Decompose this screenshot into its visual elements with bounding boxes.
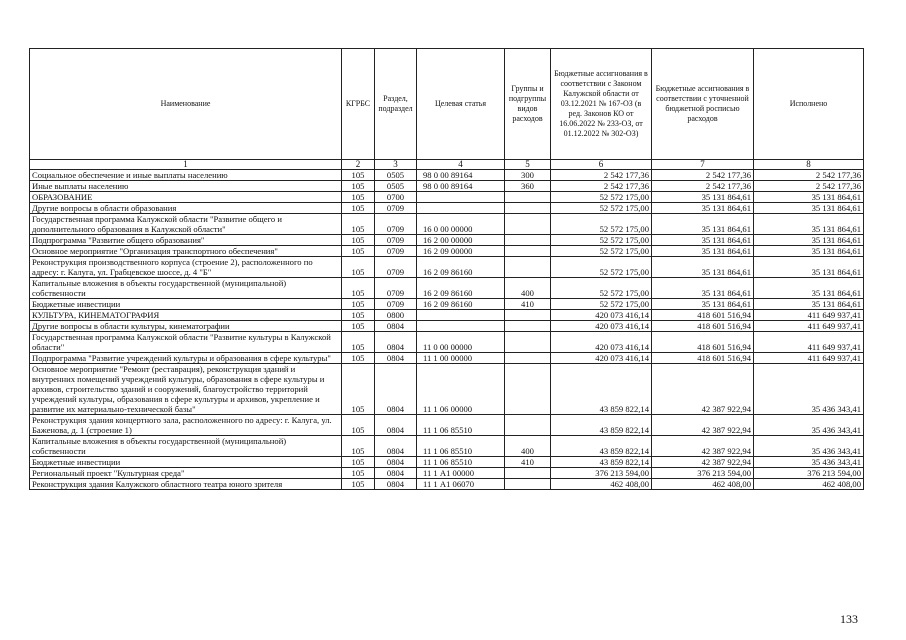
row-allocation-refined: 35 131 864,61 — [652, 299, 754, 310]
row-executed: 411 649 937,41 — [754, 310, 864, 321]
header-executed: Исполнено — [754, 49, 864, 160]
row-name: КУЛЬТУРА, КИНЕМАТОГРАФИЯ — [30, 310, 342, 321]
row-kgrbs: 105 — [342, 436, 375, 457]
row-group: 400 — [505, 436, 551, 457]
row-allocation-law: 52 572 175,00 — [551, 235, 652, 246]
row-allocation-refined: 376 213 594,00 — [652, 468, 754, 479]
row-name: Другие вопросы в области культуры, кинематографии — [30, 321, 342, 332]
row-allocation-refined: 2 542 177,36 — [652, 170, 754, 181]
row-name: Государственная программа Калужской области "Развитие культуры в Калужской области" — [30, 332, 342, 353]
row-target: 11 1 А1 00000 — [417, 468, 505, 479]
row-kgrbs: 105 — [342, 415, 375, 436]
row-target: 16 0 00 00000 — [417, 214, 505, 235]
row-section: 0709 — [375, 246, 417, 257]
row-section: 0804 — [375, 436, 417, 457]
table-row — [30, 479, 864, 490]
row-executed: 35 131 864,61 — [754, 214, 864, 235]
header-section: Раздел, подраздел — [375, 49, 417, 160]
row-group — [505, 353, 551, 364]
table-row — [30, 310, 864, 321]
row-group — [505, 310, 551, 321]
row-section: 0804 — [375, 468, 417, 479]
row-name: Подпрограмма "Развитие учреждений культуры и образования в сфере культуры" — [30, 353, 342, 364]
row-target: 11 1 00 00000 — [417, 353, 505, 364]
row-section: 0804 — [375, 353, 417, 364]
row-name: Региональный проект "Культурная среда" — [30, 468, 342, 479]
header-allocations-law: Бюджетные ассигнования в соответствии с Законом Калужской области от 03.12.2021 № 167-ОЗ (в ред. Законов КО от 16.06.2022 № 233-ОЗ, от 01.12.2022 № 302-ОЗ) — [551, 49, 652, 160]
row-kgrbs: 105 — [342, 457, 375, 468]
table-row — [30, 170, 864, 181]
header-name: Наименование — [30, 49, 342, 160]
row-kgrbs: 105 — [342, 353, 375, 364]
row-allocation-law: 420 073 416,14 — [551, 321, 652, 332]
row-name: Бюджетные инвестиции — [30, 457, 342, 468]
row-group — [505, 214, 551, 235]
row-allocation-refined: 35 131 864,61 — [652, 203, 754, 214]
row-name: ОБРАЗОВАНИЕ — [30, 192, 342, 203]
row-section: 0709 — [375, 278, 417, 299]
row-section: 0709 — [375, 299, 417, 310]
row-section: 0804 — [375, 332, 417, 353]
row-executed: 35 436 343,41 — [754, 415, 864, 436]
row-target: 98 0 00 89164 — [417, 170, 505, 181]
row-target — [417, 192, 505, 203]
row-name: Реконструкция производственного корпуса (строение 2), расположенного по адресу: г. Калуга, ул. Грабцевское шоссе, д. 4 "Б" — [30, 257, 342, 278]
row-section: 0804 — [375, 415, 417, 436]
row-allocation-law: 2 542 177,36 — [551, 181, 652, 192]
row-kgrbs: 105 — [342, 192, 375, 203]
row-target: 11 1 06 85510 — [417, 436, 505, 457]
row-group — [505, 468, 551, 479]
row-executed: 411 649 937,41 — [754, 321, 864, 332]
row-allocation-law: 52 572 175,00 — [551, 203, 652, 214]
row-allocation-refined: 35 131 864,61 — [652, 246, 754, 257]
row-executed: 462 408,00 — [754, 479, 864, 490]
row-section: 0709 — [375, 257, 417, 278]
row-kgrbs: 105 — [342, 214, 375, 235]
row-name: Реконструкция здания концертного зала, расположенного по адресу: г. Калуга, ул. Баженова, д. 1 (строение 1) — [30, 415, 342, 436]
table-body — [30, 170, 864, 490]
row-name: Капитальные вложения в объекты государственной (муниципальной) собственности — [30, 278, 342, 299]
row-target: 11 0 00 00000 — [417, 332, 505, 353]
row-executed: 411 649 937,41 — [754, 353, 864, 364]
header-allocations-refined: Бюджетные ассигнования в соответствии с уточненной бюджетной росписью расходов — [652, 49, 754, 160]
row-executed: 35 436 343,41 — [754, 364, 864, 415]
column-number: 4 — [417, 160, 505, 170]
row-kgrbs: 105 — [342, 203, 375, 214]
row-allocation-refined: 418 601 516,94 — [652, 332, 754, 353]
row-allocation-law: 52 572 175,00 — [551, 246, 652, 257]
row-section: 0505 — [375, 181, 417, 192]
table-row — [30, 364, 864, 415]
row-allocation-law: 52 572 175,00 — [551, 214, 652, 235]
table-row — [30, 235, 864, 246]
row-name: Другие вопросы в области образования — [30, 203, 342, 214]
table-row — [30, 257, 864, 278]
row-target: 11 1 06 00000 — [417, 364, 505, 415]
row-name: Подпрограмма "Развитие общего образования" — [30, 235, 342, 246]
row-group — [505, 257, 551, 278]
column-number-row — [30, 160, 864, 170]
table-row — [30, 415, 864, 436]
row-name: Капитальные вложения в объекты государственной (муниципальной) собственности — [30, 436, 342, 457]
column-number: 5 — [505, 160, 551, 170]
row-name: Государственная программа Калужской области "Развитие общего и дополнительного образования в Калужской области" — [30, 214, 342, 235]
row-executed: 35 131 864,61 — [754, 246, 864, 257]
row-name: Социальное обеспечение и иные выплаты населению — [30, 170, 342, 181]
row-kgrbs: 105 — [342, 321, 375, 332]
row-section: 0709 — [375, 235, 417, 246]
table-row — [30, 299, 864, 310]
row-name: Основное мероприятие "Ремонт (реставрация), реконструкция зданий и внутренних помещений учреждений культуры, образования в сфере культуры и архивов, строительство зданий и сооружений, благоустройство территорий учреждений культуры, образования в сфере культуры и архивов, укрепление и развитие их материально-технической базы" — [30, 364, 342, 415]
table-row — [30, 192, 864, 203]
row-section: 0709 — [375, 214, 417, 235]
row-executed: 35 131 864,61 — [754, 278, 864, 299]
column-number: 6 — [551, 160, 652, 170]
row-section: 0804 — [375, 457, 417, 468]
row-section: 0700 — [375, 192, 417, 203]
row-kgrbs: 105 — [342, 364, 375, 415]
row-section: 0804 — [375, 364, 417, 415]
row-allocation-law: 52 572 175,00 — [551, 278, 652, 299]
row-target: 16 2 09 00000 — [417, 246, 505, 257]
column-number: 8 — [754, 160, 864, 170]
row-allocation-refined: 42 387 922,94 — [652, 457, 754, 468]
column-number: 1 — [30, 160, 342, 170]
row-kgrbs: 105 — [342, 468, 375, 479]
row-kgrbs: 105 — [342, 235, 375, 246]
table-row — [30, 457, 864, 468]
row-group: 400 — [505, 278, 551, 299]
row-allocation-refined: 42 387 922,94 — [652, 436, 754, 457]
row-allocation-refined: 418 601 516,94 — [652, 310, 754, 321]
row-allocation-refined: 418 601 516,94 — [652, 353, 754, 364]
row-kgrbs: 105 — [342, 332, 375, 353]
row-executed: 411 649 937,41 — [754, 332, 864, 353]
row-allocation-law: 420 073 416,14 — [551, 332, 652, 353]
row-allocation-law: 52 572 175,00 — [551, 192, 652, 203]
row-kgrbs: 105 — [342, 257, 375, 278]
row-section: 0804 — [375, 479, 417, 490]
table-row — [30, 214, 864, 235]
row-group — [505, 415, 551, 436]
row-allocation-refined: 2 542 177,36 — [652, 181, 754, 192]
row-kgrbs: 105 — [342, 170, 375, 181]
row-allocation-law: 43 859 822,14 — [551, 364, 652, 415]
row-name: Бюджетные инвестиции — [30, 299, 342, 310]
table-row — [30, 278, 864, 299]
row-group — [505, 235, 551, 246]
row-allocation-refined: 35 131 864,61 — [652, 192, 754, 203]
row-allocation-law: 52 572 175,00 — [551, 299, 652, 310]
row-section: 0800 — [375, 310, 417, 321]
row-target: 11 1 06 85510 — [417, 457, 505, 468]
row-group: 410 — [505, 299, 551, 310]
row-group — [505, 246, 551, 257]
table-row — [30, 353, 864, 364]
row-target — [417, 310, 505, 321]
row-executed: 35 436 343,41 — [754, 436, 864, 457]
row-kgrbs: 105 — [342, 278, 375, 299]
row-target: 98 0 00 89164 — [417, 181, 505, 192]
row-allocation-refined: 42 387 922,94 — [652, 415, 754, 436]
table-row — [30, 332, 864, 353]
column-number: 2 — [342, 160, 375, 170]
row-allocation-law: 2 542 177,36 — [551, 170, 652, 181]
row-target: 16 2 00 00000 — [417, 235, 505, 246]
row-target: 11 1 06 85510 — [417, 415, 505, 436]
row-allocation-law: 462 408,00 — [551, 479, 652, 490]
row-section: 0804 — [375, 321, 417, 332]
row-kgrbs: 105 — [342, 310, 375, 321]
row-target: 16 2 09 86160 — [417, 257, 505, 278]
row-executed: 376 213 594,00 — [754, 468, 864, 479]
row-kgrbs: 105 — [342, 181, 375, 192]
row-target — [417, 203, 505, 214]
row-allocation-law: 420 073 416,14 — [551, 310, 652, 321]
table-row — [30, 203, 864, 214]
page-number: 133 — [840, 612, 858, 626]
header-kgrbs: КГРБС — [342, 49, 375, 160]
budget-table-sheet — [29, 48, 863, 490]
row-group — [505, 364, 551, 415]
row-executed: 35 436 343,41 — [754, 457, 864, 468]
row-allocation-law: 376 213 594,00 — [551, 468, 652, 479]
header-row — [30, 49, 864, 160]
row-allocation-law: 43 859 822,14 — [551, 457, 652, 468]
row-executed: 35 131 864,61 — [754, 257, 864, 278]
table-row — [30, 468, 864, 479]
row-target — [417, 321, 505, 332]
row-executed: 35 131 864,61 — [754, 203, 864, 214]
row-kgrbs: 105 — [342, 299, 375, 310]
row-name: Основное мероприятие "Организация транспортного обеспечения" — [30, 246, 342, 257]
row-allocation-refined: 35 131 864,61 — [652, 257, 754, 278]
row-target: 16 2 09 86160 — [417, 278, 505, 299]
row-allocation-law: 43 859 822,14 — [551, 415, 652, 436]
row-target: 11 1 А1 06070 — [417, 479, 505, 490]
row-section: 0505 — [375, 170, 417, 181]
table-row — [30, 436, 864, 457]
column-number: 3 — [375, 160, 417, 170]
row-allocation-law: 52 572 175,00 — [551, 257, 652, 278]
header-groups: Группы и подгруппы видов расходов — [505, 49, 551, 160]
budget-table — [29, 48, 864, 490]
row-allocation-law: 43 859 822,14 — [551, 436, 652, 457]
row-executed: 35 131 864,61 — [754, 235, 864, 246]
row-group — [505, 332, 551, 353]
table-row — [30, 181, 864, 192]
row-group: 300 — [505, 170, 551, 181]
column-number: 7 — [652, 160, 754, 170]
row-group: 360 — [505, 181, 551, 192]
row-group — [505, 203, 551, 214]
row-kgrbs: 105 — [342, 246, 375, 257]
row-section: 0709 — [375, 203, 417, 214]
header-target: Целевая статья — [417, 49, 505, 160]
row-name: Иные выплаты населению — [30, 181, 342, 192]
row-executed: 35 131 864,61 — [754, 192, 864, 203]
table-row — [30, 321, 864, 332]
row-name: Реконструкция здания Калужского областного театра юного зрителя — [30, 479, 342, 490]
row-allocation-refined: 35 131 864,61 — [652, 235, 754, 246]
row-executed: 35 131 864,61 — [754, 299, 864, 310]
row-allocation-law: 420 073 416,14 — [551, 353, 652, 364]
row-allocation-refined: 42 387 922,94 — [652, 364, 754, 415]
row-allocation-refined: 35 131 864,61 — [652, 214, 754, 235]
row-group — [505, 321, 551, 332]
row-executed: 2 542 177,36 — [754, 181, 864, 192]
row-group: 410 — [505, 457, 551, 468]
row-group — [505, 479, 551, 490]
row-allocation-refined: 462 408,00 — [652, 479, 754, 490]
row-allocation-refined: 418 601 516,94 — [652, 321, 754, 332]
row-executed: 2 542 177,36 — [754, 170, 864, 181]
table-row — [30, 246, 864, 257]
row-allocation-refined: 35 131 864,61 — [652, 278, 754, 299]
row-group — [505, 192, 551, 203]
row-kgrbs: 105 — [342, 479, 375, 490]
row-target: 16 2 09 86160 — [417, 299, 505, 310]
